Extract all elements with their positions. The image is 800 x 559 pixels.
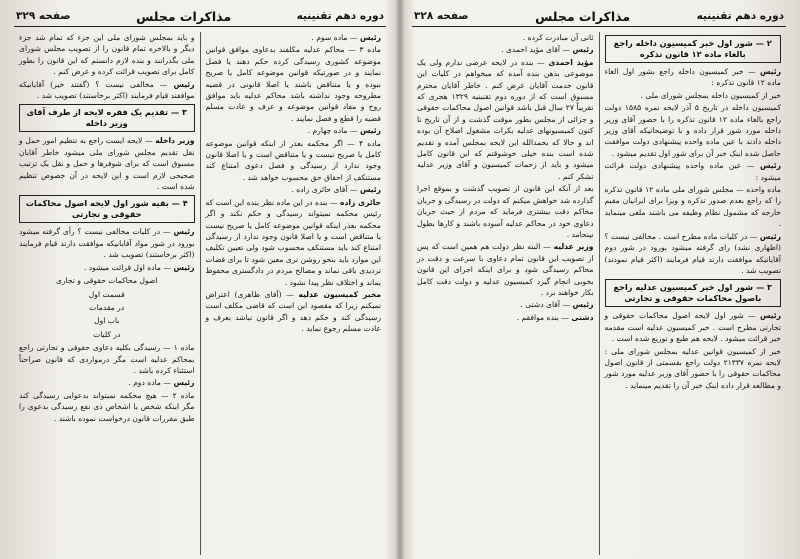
speaker-name: وزیر عدلیه bbox=[553, 242, 594, 252]
left-col-2 bbox=[14, 32, 201, 555]
speaker-name: مخبر کمیسیون عدلیه bbox=[298, 289, 381, 299]
paragraph bbox=[605, 102, 782, 159]
paragraph-text: کمیسیون داخله در تاریخ ۵ آذر لایحه نمره ۱۵۸۵ دولت راجع بالغاء ماده ۱۲ قانون تذکره را با حضور آقای وزیر داخله مورد شور قرار داده و با توضیحاتیکه آقای وزیر داخله دادند با عین ماده واحده پیشنهادی دولت موافقت حاصل شده اینک خبر آن برای شور اول تقدیم میشود . bbox=[604, 103, 782, 158]
paragraph bbox=[19, 226, 195, 260]
paragraph bbox=[605, 160, 782, 183]
paragraph bbox=[19, 377, 195, 388]
paragraph-text: — در کلیات ماده مطرح است . مخالفی نیست ؟ (اظهاری نشد) رای گرفته میشود بورود در شور دوم آقایانیکه موافقت دارند قیام فرمایند (اکثر قیام نمودند) تصویب شد . bbox=[604, 231, 781, 275]
paragraph bbox=[206, 138, 382, 184]
speaker-name: رئیس bbox=[759, 231, 781, 241]
paragraph bbox=[417, 183, 594, 240]
right-page-header bbox=[412, 6, 786, 27]
paragraph-text: خبر از کمیسیون داخله بمجلس شورای ملی . bbox=[640, 90, 781, 100]
paragraph bbox=[206, 44, 382, 124]
paragraph-text: — بنده در لایحه عرضی ندارم ولی یک موضوعی بذهن بنده آمده که میخواهم در کلیات این قانون خدمت آقایان عرض کنم . خاطر آقایان محترم مسبوق است که از دوره دوم تقنینیه ۱۳۲۹ هجری که تقریباً ۲۷ سال قبل باشد قوانین اصول محاکمات حقوقی و جزائی از مجلس بطور موقت گذشت و از آن تاریخ تا کنون کمیسیونهای عدلیه بکرات مشغول اصلاح آن بوده اند و حالا که بحمدالله این لایحه بمجلس آمده و تقدیم شده است بنده خیلی خوشوقتم که این قانون کامل میشود و باید از زحمات کمیسیون و آقای وزیر عدلیه تشکر کنم . bbox=[417, 57, 594, 181]
paragraph bbox=[206, 125, 382, 136]
speaker-name: رئیس bbox=[173, 79, 195, 89]
right-col-1 bbox=[600, 32, 787, 555]
speaker-name: رئیس bbox=[572, 45, 594, 55]
paragraph-text: ماده ۱ — رسیدگی بکلیه دعاوی حقوقی و تجارتی راجع بمحاکم عدلیه است مگر درمواردی که قانون صراحتاً استثناء کرده باشد . bbox=[19, 343, 195, 375]
speaker-name: رئیس bbox=[759, 161, 781, 171]
left-title: مذاکرات مجلس bbox=[136, 8, 232, 24]
paragraph-text: — ماده چهارم . bbox=[307, 126, 358, 136]
paragraph bbox=[605, 90, 782, 101]
right-columns bbox=[412, 32, 786, 555]
paragraph-text: — در کلیات مخالفی نیست ؟ رأی گرفته میشود بورود در شور مواد آقایانیکه موافقت دارند قیام فرمایند (اکثر برخاستند) تصویب شد . bbox=[19, 227, 195, 260]
speaker-name: رئیس bbox=[173, 262, 195, 272]
paragraph-text: و باید بمجلس شورای ملی این جزء که تمام شد جزء دیگر و بالاخره تمام قانون را از تصویب مجلس شورای ملی بگذرانند و بنده لازم دانستم که این قانون را بطور کامل برای تصویب قرائت کرده و عرض کنم . bbox=[19, 33, 195, 77]
paragraph-text: — خبر کمیسیون داخله راجع بشور اول الغاء ماده ۱۲ قانون تذکره : bbox=[604, 67, 781, 88]
speaker-name: حائری زاده bbox=[340, 197, 381, 207]
paragraph bbox=[19, 262, 195, 273]
paragraph-text: — عین ماده واحده پیشنهادی دولت قرائت میشود : bbox=[604, 161, 781, 182]
speaker-name: رئیس bbox=[173, 378, 195, 388]
paragraph bbox=[417, 44, 594, 55]
paragraph bbox=[417, 241, 594, 298]
paragraph-text: — بنده در این ماده نظر بنده این است که رئیس محکمه نمیتواند رسیدگی و حکم نکند و اگر محکمه بعذر اینکه قوانین موضوعه کامل یا صریح نیست یا متناقض است و یا اصلا قانون وجود ندارد از رسیدگی امتناع کند باید مستنکف محسوب شود ولی تعیین تکلیف این موارد باید بنحو روشن تری معین شود تا برای قضات تردیدی باقی نماند و مصالح مردم در دادگستری محفوظ بماند و اختلاف نظر پیدا نشود . bbox=[205, 197, 381, 287]
paragraph-text: — بنده موافقم . bbox=[516, 312, 569, 322]
paragraph bbox=[206, 289, 382, 335]
speaker-name: دشتی bbox=[571, 312, 594, 322]
centered-heading: اصول محاکمات حقوقی و تجاری bbox=[56, 276, 158, 286]
centered-heading: در کلیات bbox=[93, 329, 121, 339]
paragraph-text: ماده ۴ — اگر محکمه بعذر از اینکه قوانین موضوعه کامل یا صریح نیست و یا متناقض است و یا اصلا قانون وجود ندارد از رسیدگی و فصل دعوی امتناع کند مستنکف از احقاق حق محسوب خواهد شد . bbox=[205, 138, 381, 182]
paragraph-text: — ماده سوم . bbox=[311, 33, 358, 42]
left-page-header bbox=[14, 6, 386, 27]
speaker-name: رئیس bbox=[173, 227, 195, 237]
speaker-name: رئیس bbox=[359, 126, 381, 136]
paragraph-text: — آقای مؤید احمدی . bbox=[501, 45, 571, 55]
paragraph-text: — آقای دشتی . bbox=[520, 300, 571, 310]
left-columns bbox=[14, 32, 386, 555]
paragraph-text: — (آقای طاهری) اعتراض نمیکنم زیرا که مقصود این است که قاضی مکلف است رسیدگی کند و حکم دهد و اگر قانون نباشد بعرف و عادت مسلم رجوع نماید . bbox=[205, 289, 381, 334]
paragraph bbox=[605, 310, 782, 344]
section-heading: ۴ — بقیه شور اول لایحه اصول محاکمات حقوقی و تجارتی bbox=[19, 195, 195, 223]
paragraph-text: ثانی آن مبادرت کرده . bbox=[522, 33, 594, 42]
paragraph bbox=[19, 32, 195, 78]
paragraph bbox=[417, 312, 594, 323]
speaker-name: مؤید احمدی bbox=[548, 57, 594, 67]
section-heading: ۳ — تقدیم یک فقره لایحه از طرف آقای وزیر داخله bbox=[19, 104, 195, 132]
paragraph bbox=[605, 66, 782, 89]
paragraph bbox=[417, 299, 594, 310]
centered-heading: در مقدمات bbox=[89, 302, 125, 312]
paragraph-text: — مخالفی نیست ؟ (گفتند خیر) آقایانیکه موافقند قیام فرمایند (اکثر برخاستند) تصویب شد . bbox=[19, 79, 195, 101]
right-period: دوره دهم تقنینیه bbox=[696, 10, 784, 22]
paragraph bbox=[206, 32, 382, 43]
left-col-1 bbox=[201, 32, 387, 555]
paragraph bbox=[605, 346, 782, 392]
centered-heading: باب اول bbox=[94, 316, 120, 326]
right-col-2 bbox=[412, 32, 600, 555]
centered-heading: قسمت اول bbox=[88, 289, 125, 299]
paragraph-text: — لایحه ایست راجع به تنظیم امور حمل و نقل تقدیم مجلس شورای ملی میشود خاطر آقایان مسبوق است که برای شوفرها و حمل و نقل یک ترتیب صحیحی لازم است و این لایحه در آن خصوص تنظیم شده است . bbox=[19, 136, 195, 192]
paragraph bbox=[206, 184, 382, 195]
paragraph-text: ماده واحده — مجلس شورای ملی ماده ۱۲ قانون تذکره را که راجع بعدم صدور تذکره و ویزا برای ایرانیان مقیم خارجه که مشمول نظام وظیفه می باشند ملغی مینماید . bbox=[604, 185, 781, 229]
paragraph bbox=[417, 57, 594, 182]
speaker-name: رئیس bbox=[359, 185, 381, 195]
left-page bbox=[14, 6, 386, 555]
speaker-name: وزیر داخله bbox=[155, 136, 195, 146]
paragraph-text: ماده ۲ — هیچ محکمه نمیتواند بدعوایی رسیدگی کند مگر اینکه شخص یا اشخاص ذی نفع رسیدگی بدعوی را طبق مقررات قانون درخواست نموده باشند . bbox=[19, 390, 195, 423]
section-heading: ۳ — شور اول خبر کمیسیون عدلیه راجع باصول محاکمات حقوقی و تجارتی bbox=[605, 279, 782, 307]
paragraph bbox=[19, 390, 195, 424]
paragraph-text: — البته نظر دولت هم همین است که پس از تصویب این قانون تمام دعاوی با سرعت و دقت در محاکم رسیدگی شود و برای اینکه اجرای این قانون بخوبی انجام گیرد کمیسیون عدلیه و دولت دقت کامل بکار خواهند برد . bbox=[417, 242, 594, 297]
right-title: مذاکرات مجلس bbox=[535, 8, 631, 24]
left-period: دوره دهم تقنینیه bbox=[296, 10, 384, 22]
paragraph bbox=[417, 32, 594, 43]
paragraph bbox=[605, 231, 782, 277]
paragraph-text: ماده ۳ — محاکم عدلیه مکلفند بدعاوی موافق قوانین موضوعه کشوری رسیدگی کرده حکم دهند یا فصل نمایند و در صورتیکه قوانین موضوعه کامل یا صریح نبوده و یا متناقض باشند یا اصلا قانونی در قضیه مطروحه وجود نداشته باشد محاکم عدلیه باید موافق روح و مفاد قوانین موضوعه و عرف و عادت مسلم قضیه را قطع و فصل نمایند . bbox=[205, 45, 381, 123]
paragraph bbox=[19, 342, 195, 376]
speaker-name: رئیس bbox=[572, 300, 594, 310]
paragraph bbox=[19, 135, 195, 192]
paragraph-text: — ماده دوم . bbox=[128, 378, 172, 388]
left-page-number: صفحه ۳۲۹ bbox=[16, 10, 71, 22]
right-page-number: صفحه ۳۲۸ bbox=[414, 10, 469, 22]
paragraph bbox=[605, 184, 782, 230]
speaker-name: رئیس bbox=[759, 311, 781, 321]
paragraph-text: — آقای حائری زاده . bbox=[291, 185, 358, 195]
paragraph-text: — شور اول لایحه اصول محاکمات حقوقی و تجارتی مطرح است . خبر کمیسیون عدلیه است مقدمه خبر قرائت میشود . لایحه هم طبع و توزیع شده است . bbox=[604, 311, 781, 344]
speaker-name: رئیس bbox=[359, 33, 381, 42]
paragraph-text: — ماده اول قرائت میشود . bbox=[83, 262, 172, 272]
right-page bbox=[412, 6, 786, 555]
paragraph bbox=[206, 197, 382, 288]
book-gutter bbox=[395, 0, 405, 559]
paragraph-text: بعد از آنکه این قانون از تصویب گذشت و بموقع اجرا گذارده شد خواهش میکنم که دولت در رسیدگی و جریان محاکم دقت بیشتری فرماید که مردم از حیث جریان دعاوی خود در محاکم عدلیه آسوده باشند و کارها بطول نینجامد . bbox=[417, 184, 594, 239]
paragraph-text: خبر از کمیسیون قوانین عدلیه بمجلس شورای ملی : لایحه نمره ۲۱۳۳۷ دولت راجع بقسمتی از قانون اصول محاکمات حقوقی را با حضور آقای وزیر عدلیه مورد شور و مطالعه قرار داده اینک خبر آن را تقدیم مینماید . bbox=[604, 346, 782, 390]
paragraph bbox=[19, 79, 195, 102]
section-heading: ۲ — شور اول خبر کمیسیون داخله راجع بالغاء ماده ۱۲ قانون تذکره bbox=[605, 35, 782, 63]
speaker-name: رئیس bbox=[759, 67, 781, 76]
